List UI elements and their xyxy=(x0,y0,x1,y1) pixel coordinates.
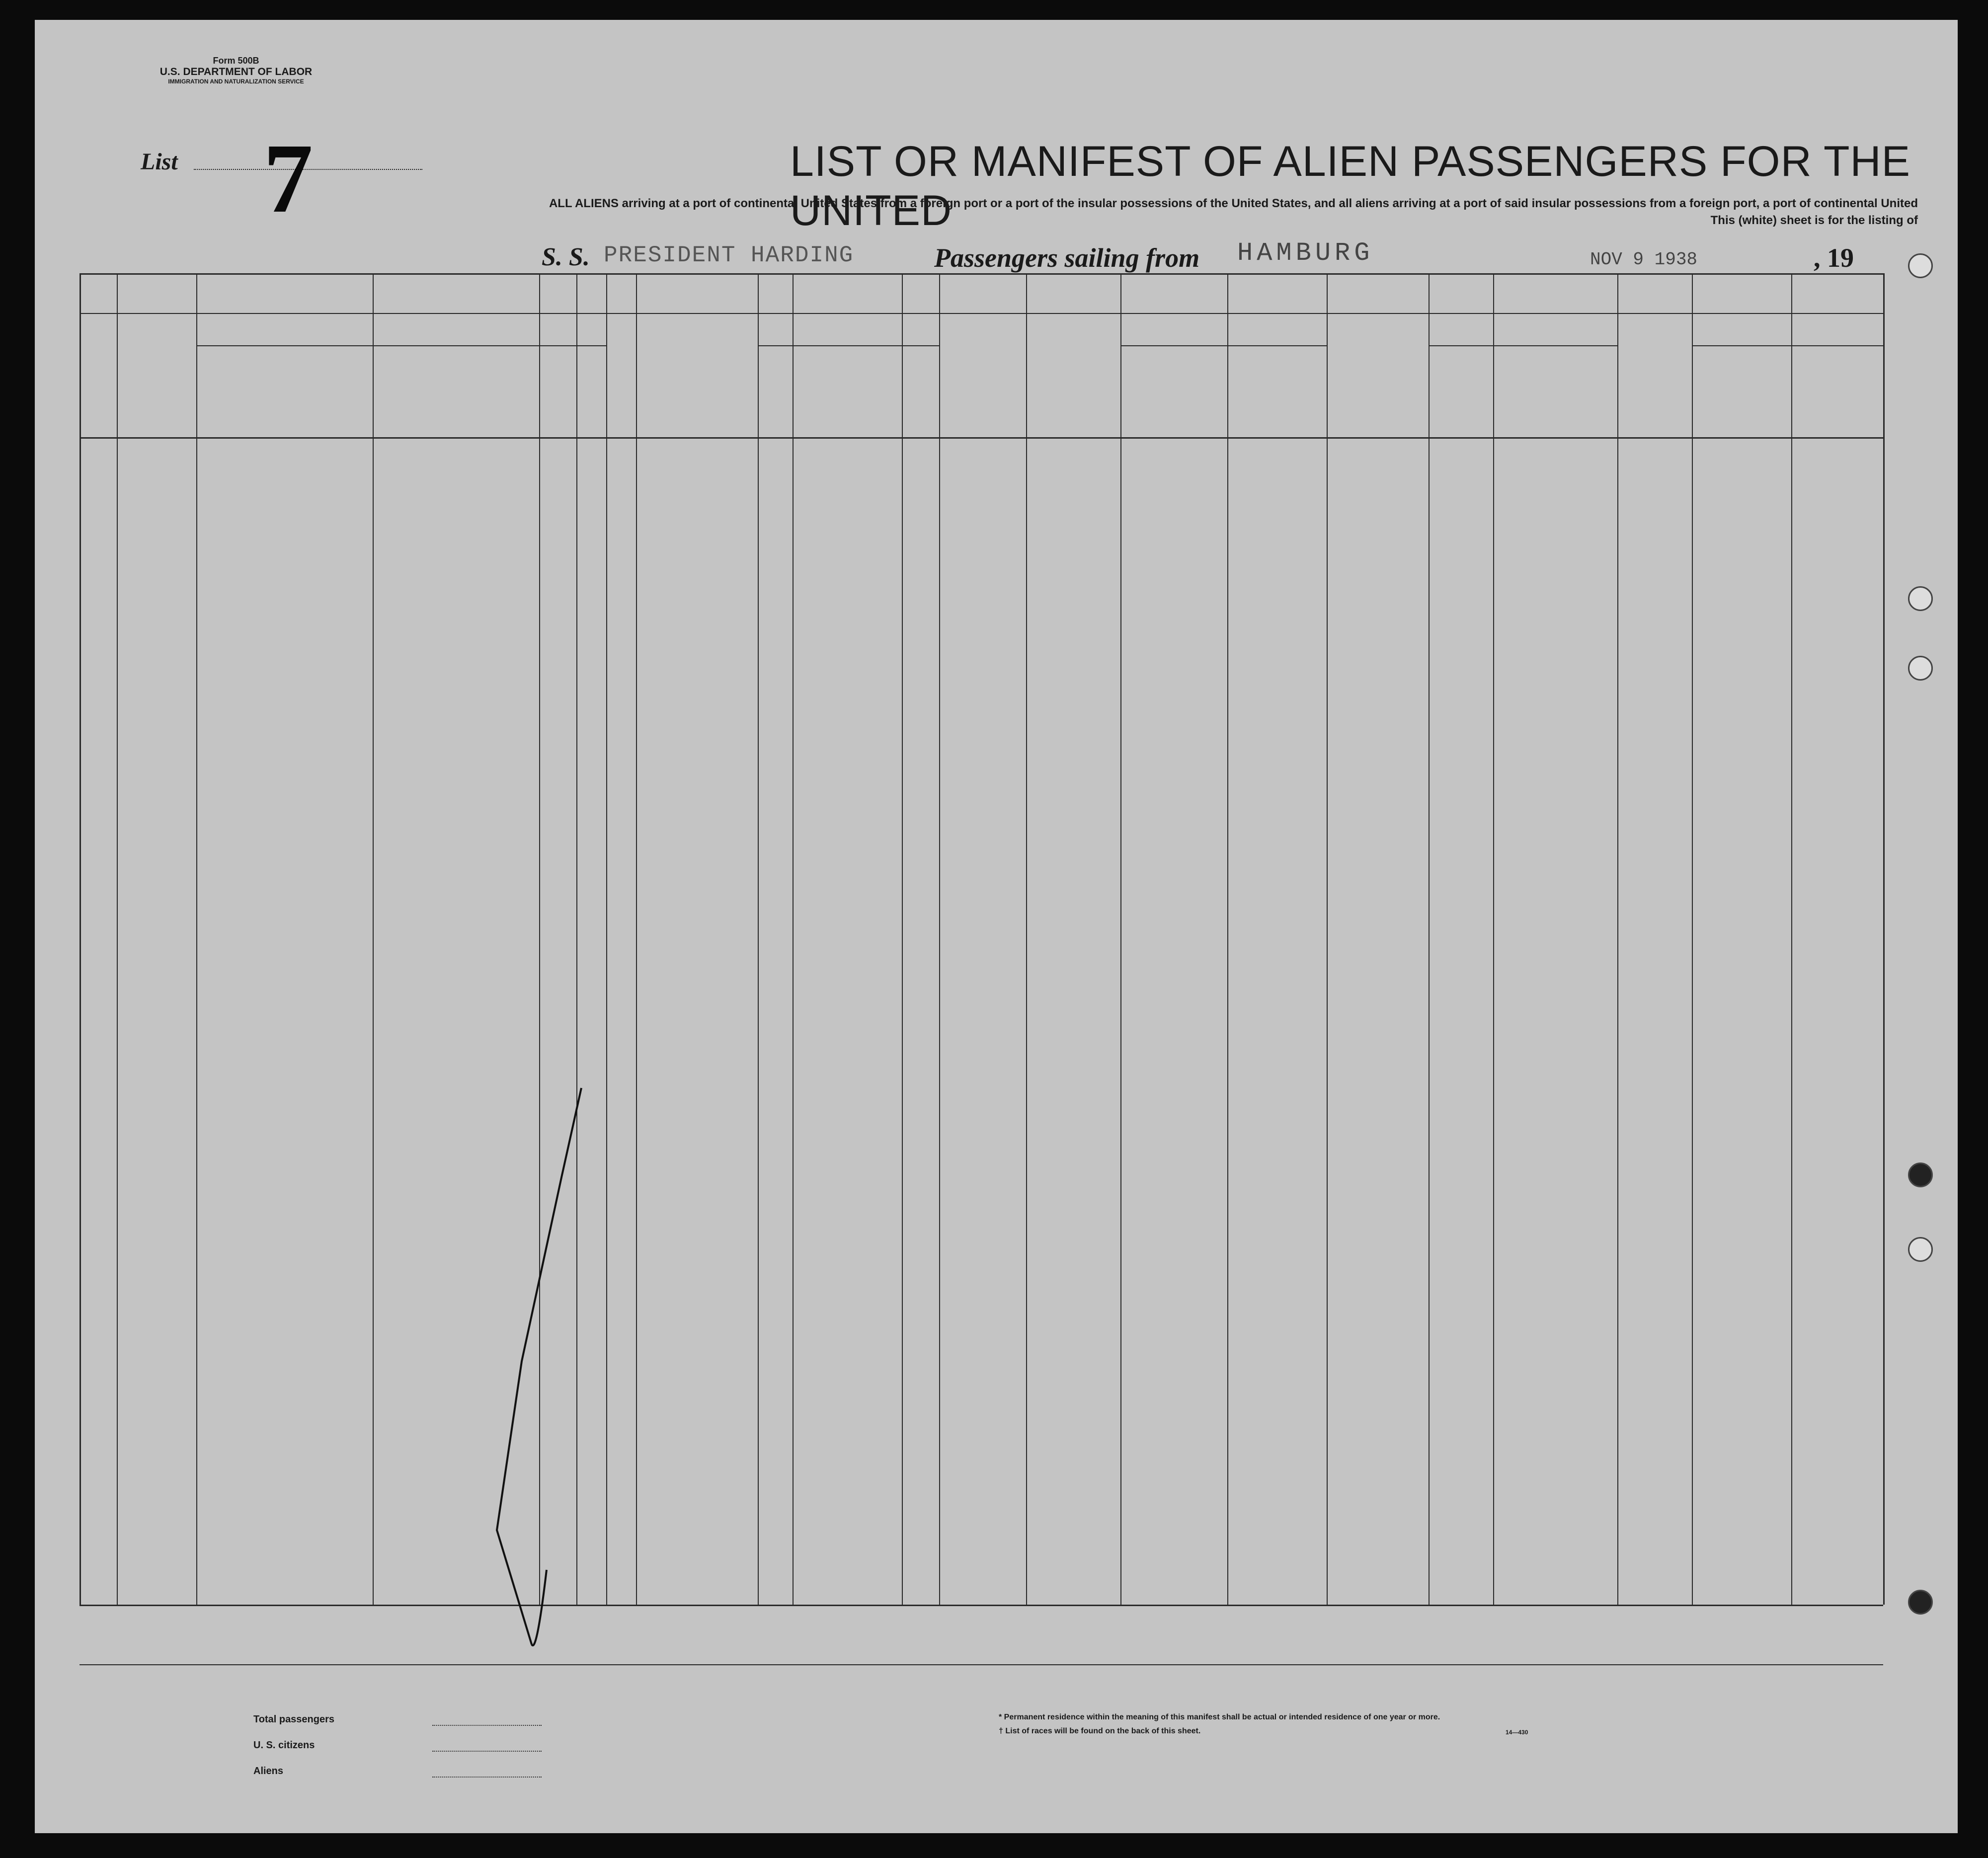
binding-hole xyxy=(1908,656,1933,681)
binding-hole xyxy=(1908,253,1933,278)
list-number: 7 xyxy=(263,124,313,233)
sailing-date: NOV 9 1938 xyxy=(1590,249,1698,270)
binding-hole xyxy=(1908,586,1933,611)
ship-label: S. S. xyxy=(542,243,590,271)
manifest-sheet xyxy=(35,20,1958,1833)
instruction-line-1: ALL ALIENS arriving at a port of continental United States from a foreign port or a port of the insular possessions of the United States, and all aliens arriving at a port of said insular possessions from a foreign port, a port of continental United xyxy=(549,197,1918,210)
footer-total-passengers: Total passengers xyxy=(253,1714,335,1725)
binding-hole xyxy=(1908,1162,1933,1187)
ship-name: PRESIDENT HARDING xyxy=(604,242,854,268)
binding-hole xyxy=(1908,1237,1933,1262)
binding-hole xyxy=(1908,1590,1933,1615)
instruction-line-2: This (white) sheet is for the listing of xyxy=(1710,214,1918,227)
department-name: U.S. DEPARTMENT OF LABOR xyxy=(159,66,313,77)
year-label: , 19 xyxy=(1814,243,1854,273)
footer-note-races: † List of races will be found on the back of this sheet. xyxy=(999,1727,1201,1735)
check-tail-stroke xyxy=(532,1570,547,1645)
total-line xyxy=(432,1725,542,1726)
footer-us-citizens: U. S. citizens xyxy=(253,1740,315,1751)
form-number: Form 500B xyxy=(213,56,259,66)
list-label: List xyxy=(141,149,178,175)
handwriting-strokes xyxy=(35,20,1958,1833)
footer-note-residence: * Permanent residence within the meaning of this manifest shall be actual or intended residence of one year or more. xyxy=(999,1713,1440,1721)
footer-form-code: 14—430 xyxy=(1506,1729,1528,1736)
footer-aliens: Aliens xyxy=(253,1766,284,1777)
page-title: LIST OR MANIFEST OF ALIEN PASSENGERS FOR THE UNITED xyxy=(790,138,1911,234)
aliens-line xyxy=(432,1777,542,1778)
sailing-label: Passengers sailing from xyxy=(934,243,1200,273)
service-name: IMMIGRATION AND NATURALIZATION SERVICE xyxy=(168,78,304,85)
departure-port: HAMBURG xyxy=(1237,238,1374,268)
citizens-line xyxy=(432,1751,542,1752)
long-check-stroke xyxy=(497,1088,581,1644)
